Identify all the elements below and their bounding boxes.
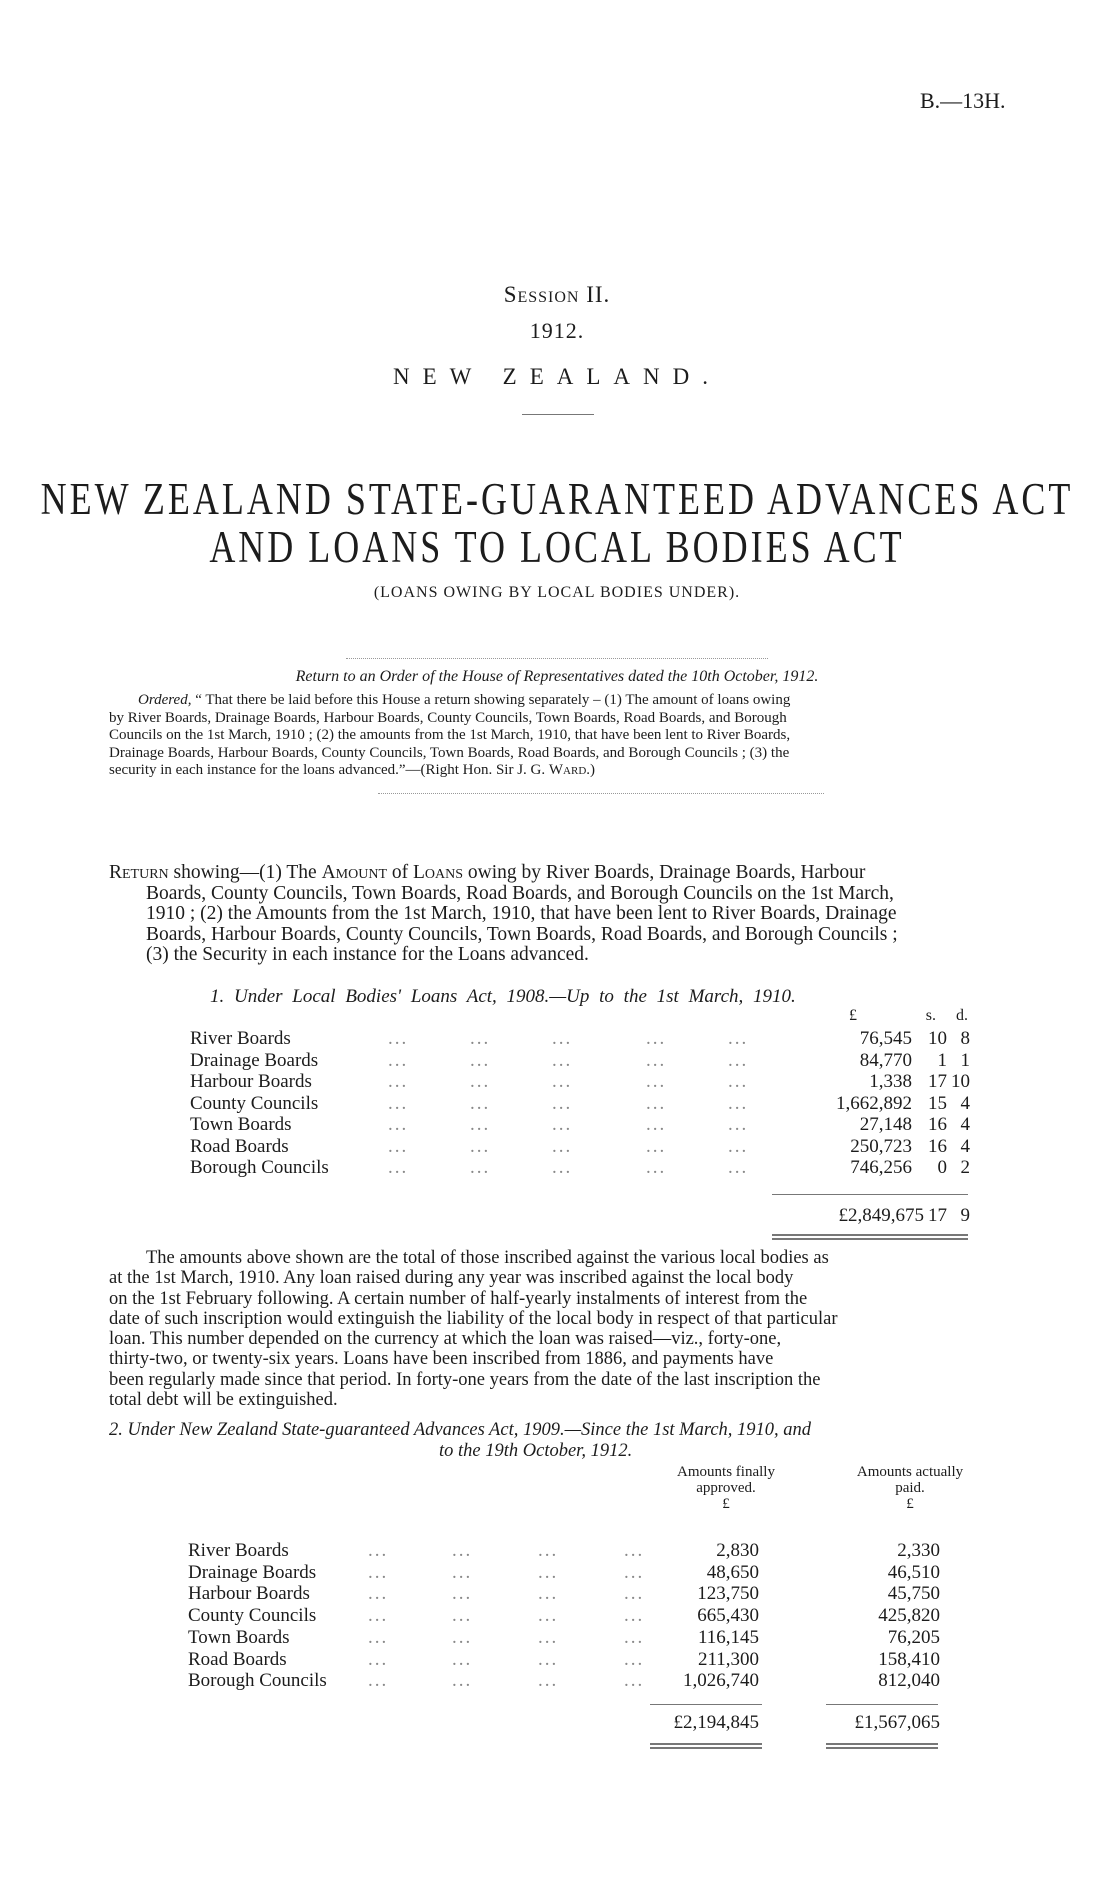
row-label: Harbour Boards (190, 1071, 312, 1092)
leader-dots: ... (538, 1648, 559, 1670)
column-header-text: paid. (895, 1480, 925, 1496)
leader-dots: ... (624, 1648, 645, 1670)
leader-dots: ... (728, 1028, 749, 1049)
leader-dots: ... (728, 1071, 749, 1092)
leader-dots: ... (368, 1605, 389, 1627)
row-label: Drainage Boards (190, 1049, 319, 1071)
order-line: by River Boards, Drainage Boards, Harbour Boards, County Councils, Town Boards, Road Boards, and Borough (109, 709, 787, 726)
leader-dots: ... (368, 1540, 389, 1561)
table-row (0, 1540, 1114, 1562)
leader-dots: ... (728, 1135, 749, 1157)
table-row (0, 1670, 1114, 1692)
row-label: River Boards (190, 1028, 291, 1049)
leader-dots: ... (552, 1028, 573, 1049)
pounds-value: 1,662,892 (836, 1092, 912, 1114)
table-row (0, 1649, 1114, 1671)
leader-dots: ... (624, 1605, 645, 1627)
explanation-paragraph (109, 1248, 1027, 1410)
pounds-unit: £ (849, 1007, 857, 1024)
shillings-value: 10 (928, 1028, 947, 1049)
column-header-paid (820, 1464, 1000, 1512)
explanation-line: on the 1st February following. A certain number of half-yearly instalments of interest from the (109, 1288, 808, 1309)
document-reference: B.—13H. (920, 88, 1006, 113)
title-line-1: NEW ZEALAND STATE-GUARANTEED ADVANCES ACT (40, 474, 1074, 524)
leader-dots: ... (552, 1071, 573, 1092)
order-line: Drainage Boards, Harbour Boards, County Councils, Town Boards, Road Boards, and Borough Councils ; (3) the (109, 744, 790, 761)
order-line: security in each instance for the loans advanced.”—(Right Hon. Sir J. G. (109, 762, 546, 778)
country-name: NEW ZEALAND. (392, 364, 722, 389)
leader-dots: ... (388, 1071, 409, 1092)
leader-dots: ... (624, 1540, 645, 1561)
leader-dots: ... (452, 1670, 473, 1692)
order-heading: Return to an Order of the House of Representatives dated the 10th October, 1912. (295, 668, 819, 685)
leader-dots: ... (368, 1583, 389, 1605)
leader-dots: ... (368, 1670, 389, 1692)
table-row (0, 1583, 1114, 1605)
row-label: Harbour Boards (188, 1583, 310, 1605)
leader-dots: ... (624, 1583, 645, 1605)
approved-value: 116,145 (697, 1626, 759, 1648)
order-text (109, 692, 1027, 780)
leader-dots: ... (470, 1071, 491, 1092)
shillings-value: 0 (937, 1157, 947, 1178)
pence-value: 4 (960, 1092, 970, 1114)
total-paid: £1,567,065 (854, 1712, 940, 1733)
table-row (0, 1627, 1114, 1649)
total-approved: £2,194,845 (673, 1712, 759, 1733)
pounds-value: 84,770 (859, 1049, 912, 1071)
title-subtitle: (LOANS OWING BY LOCAL BODIES UNDER). (373, 584, 741, 601)
table-row (0, 1605, 1114, 1627)
paid-value: 46,510 (887, 1561, 940, 1583)
currency-header (0, 1007, 1114, 1027)
return-line: Boards, Harbour Boards, County Councils, Town Boards, Road Boards, and Borough Councils ; (146, 923, 898, 945)
row-label: Borough Councils (190, 1157, 329, 1178)
leader-dots: ... (470, 1135, 491, 1157)
paid-value: 425,820 (878, 1605, 940, 1627)
table-row (0, 1071, 1114, 1093)
approved-value: 2,830 (716, 1540, 759, 1561)
paid-value: 2,330 (897, 1540, 940, 1561)
leader-dots: ... (646, 1135, 667, 1157)
leader-dots: ... (470, 1157, 491, 1178)
explanation-line: loan. This number depended on the currency at which the loan was raised—viz., forty-one, (109, 1329, 782, 1350)
leader-dots: ... (452, 1561, 473, 1583)
explanation-line: at the 1st March, 1910. Any loan raised during any year was inscribed against the local body (109, 1268, 794, 1289)
leader-dots: ... (624, 1561, 645, 1583)
leader-dots: ... (388, 1135, 409, 1157)
divider (378, 793, 824, 794)
leader-dots: ... (646, 1071, 667, 1092)
row-label: Drainage Boards (188, 1561, 317, 1583)
return-paragraph (109, 863, 1027, 966)
explanation-line: The amounts above shown are the total of those inscribed against the various local bodies as (146, 1248, 829, 1268)
explanation-line: total debt will be extinguished. (109, 1390, 338, 1411)
shillings-value: 1 (937, 1049, 947, 1071)
return-text: owing by River Boards, Drainage Boards, Harbour (467, 862, 866, 883)
leader-dots: ... (388, 1157, 409, 1178)
table-row (0, 1157, 1114, 1179)
leader-dots: ... (388, 1092, 409, 1114)
row-label: Town Boards (188, 1626, 290, 1648)
leader-dots: ... (552, 1114, 573, 1135)
divider (522, 414, 594, 415)
pounds-value: 76,545 (859, 1028, 912, 1049)
return-line: Boards, County Councils, Town Boards, Road Boards, and Borough Councils on the 1st March, (146, 882, 894, 904)
order-line: “ That there be laid before this House a return showing separately – (1) The amount of loans owing (195, 692, 791, 708)
row-label: County Councils (190, 1092, 319, 1114)
column-unit: £ (722, 1496, 730, 1512)
approved-value: 123,750 (697, 1583, 759, 1605)
divider (346, 658, 768, 659)
leader-dots: ... (646, 1157, 667, 1178)
leader-dots: ... (552, 1049, 573, 1071)
explanation-line: thirty-two, or twenty-six years. Loans have been inscribed from 1886, and payments have (109, 1349, 774, 1370)
leader-dots: ... (388, 1114, 409, 1135)
return-text: Amount (321, 862, 388, 883)
column-unit: £ (906, 1496, 914, 1512)
double-rule (650, 1747, 762, 1749)
pounds-value: 27,148 (859, 1114, 912, 1135)
total-shillings: 17 (928, 1205, 947, 1226)
ordered-word: Ordered, (138, 692, 192, 708)
section-2-heading-line: 2. Under New Zealand State-guaranteed Advances Act, 1909.—Since the 1st March, 1910, and (109, 1420, 812, 1440)
return-text: of (391, 862, 409, 883)
leader-dots: ... (624, 1626, 645, 1648)
pounds-value: 250,723 (850, 1135, 912, 1157)
leader-dots: ... (538, 1561, 559, 1583)
double-rule (772, 1234, 968, 1236)
order-line: Councils on the 1st March, 1910 ; (2) the amounts from the 1st March, 1910, that have been lent to River Boards, (109, 727, 791, 743)
session-label: Session II. (503, 282, 611, 307)
leader-dots: ... (368, 1626, 389, 1648)
double-rule (826, 1743, 938, 1745)
leader-dots: ... (646, 1092, 667, 1114)
return-line: (3) the Security in each instance for the Loans advanced. (146, 944, 589, 965)
table-row (0, 1028, 1114, 1050)
leader-dots: ... (538, 1670, 559, 1692)
leader-dots: ... (728, 1157, 749, 1178)
title-line-2: AND LOANS TO LOCAL BODIES ACT (209, 522, 905, 572)
session-year: 1912. (529, 318, 585, 343)
return-text: Loans (413, 862, 464, 883)
shillings-value: 16 (928, 1114, 947, 1135)
table-row (0, 1050, 1114, 1072)
leader-dots: ... (646, 1049, 667, 1071)
approved-value: 665,430 (697, 1605, 759, 1627)
pence-value: 4 (960, 1135, 970, 1157)
row-label: Town Boards (190, 1114, 292, 1135)
return-line: 1910 ; (2) the Amounts from the 1st March, 1910, that have been lent to River Boards, Drainage (146, 903, 897, 924)
paid-value: 76,205 (887, 1626, 940, 1648)
row-label: River Boards (188, 1540, 289, 1561)
leader-dots: ... (470, 1092, 491, 1114)
explanation-line: date of such inscription would extinguish the liability of the local body in respect of that particular (109, 1308, 838, 1329)
leader-dots: ... (624, 1670, 645, 1692)
row-label: Road Boards (188, 1648, 287, 1670)
pence-value: 10 (951, 1071, 970, 1092)
column-header-text: Amounts finally (677, 1464, 775, 1480)
row-label: County Councils (188, 1605, 317, 1627)
return-lead: Return (109, 862, 169, 883)
table-total-row (0, 1712, 1114, 1736)
pounds-value: 746,256 (850, 1157, 912, 1178)
leader-dots: ... (388, 1049, 409, 1071)
shillings-value: 17 (928, 1071, 947, 1092)
row-label: Road Boards (190, 1135, 289, 1157)
leader-dots: ... (470, 1028, 491, 1049)
order-author: Ward.) (548, 762, 596, 778)
double-rule (772, 1238, 968, 1240)
shillings-value: 16 (928, 1135, 947, 1157)
return-text: showing—(1) The (173, 862, 317, 883)
pence-value: 1 (960, 1049, 970, 1071)
leader-dots: ... (388, 1028, 409, 1049)
total-pence: 9 (960, 1205, 970, 1226)
leader-dots: ... (452, 1583, 473, 1605)
pounds-value: 1,338 (869, 1071, 912, 1092)
leader-dots: ... (452, 1626, 473, 1648)
paid-value: 158,410 (878, 1648, 940, 1670)
shillings-unit: s. (925, 1007, 936, 1024)
leader-dots: ... (728, 1049, 749, 1071)
table-row (0, 1562, 1114, 1584)
paid-value: 812,040 (878, 1670, 940, 1692)
total-rule (772, 1194, 968, 1195)
pence-value: 8 (960, 1028, 970, 1049)
leader-dots: ... (538, 1605, 559, 1627)
table-total-row (0, 1205, 1114, 1229)
section-2-heading-line: to the 19th October, 1912. (439, 1441, 633, 1461)
leader-dots: ... (552, 1157, 573, 1178)
leader-dots: ... (452, 1605, 473, 1627)
row-label: Borough Councils (188, 1670, 327, 1692)
total-rule (650, 1704, 762, 1705)
leader-dots: ... (470, 1114, 491, 1135)
pence-unit: d. (956, 1007, 968, 1024)
approved-value: 48,650 (706, 1561, 759, 1583)
leader-dots: ... (552, 1092, 573, 1114)
leader-dots: ... (728, 1114, 749, 1135)
explanation-line: been regularly made since that period. In forty-one years from the date of the last inscription the (109, 1369, 821, 1390)
table-row (0, 1114, 1114, 1136)
leader-dots: ... (452, 1540, 473, 1561)
table-row (0, 1136, 1114, 1158)
leader-dots: ... (538, 1583, 559, 1605)
column-header-text: approved. (696, 1480, 756, 1496)
pence-value: 4 (960, 1114, 970, 1135)
leader-dots: ... (452, 1648, 473, 1670)
table-row (0, 1093, 1114, 1115)
double-rule (650, 1743, 762, 1745)
pence-value: 2 (960, 1157, 970, 1178)
shillings-value: 15 (928, 1092, 947, 1114)
total-rule (826, 1704, 938, 1705)
leader-dots: ... (368, 1648, 389, 1670)
leader-dots: ... (368, 1561, 389, 1583)
column-header-text: Amounts actually (856, 1464, 964, 1480)
leader-dots: ... (646, 1028, 667, 1049)
section-1-heading: 1. Under Local Bodies' Loans Act, 1908.—Up to the 1st March, 1910. (210, 986, 796, 1007)
approved-value: 1,026,740 (683, 1670, 759, 1692)
leader-dots: ... (538, 1540, 559, 1561)
leader-dots: ... (470, 1049, 491, 1071)
leader-dots: ... (728, 1092, 749, 1114)
approved-value: 211,300 (697, 1648, 759, 1670)
double-rule (826, 1747, 938, 1749)
leader-dots: ... (538, 1626, 559, 1648)
leader-dots: ... (646, 1114, 667, 1135)
paid-value: 45,750 (887, 1583, 940, 1605)
section-2-heading (109, 1420, 1027, 1462)
leader-dots: ... (552, 1135, 573, 1157)
column-header-approved (636, 1464, 816, 1512)
total-pounds: £2,849,675 (838, 1205, 924, 1226)
